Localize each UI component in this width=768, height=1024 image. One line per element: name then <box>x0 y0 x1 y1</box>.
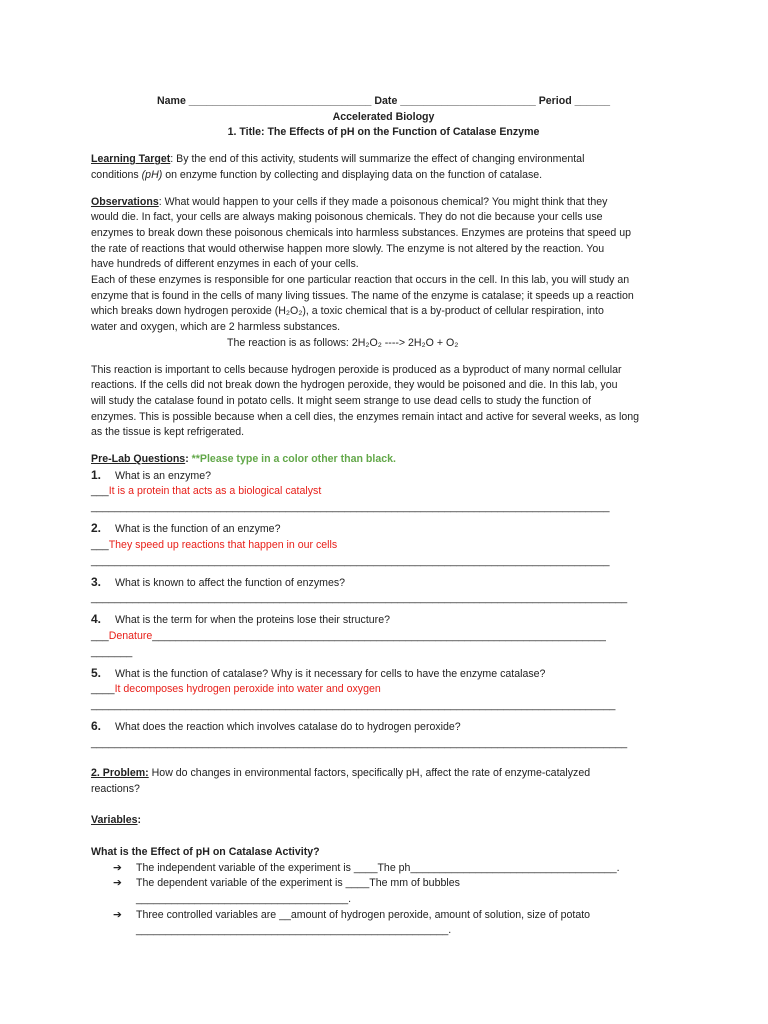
variable-item-independent <box>91 861 676 877</box>
learning-target-ph: (pH) <box>141 168 163 181</box>
problem-text-2: reactions? <box>91 782 140 795</box>
answer-blank-line[interactable]: ___________________________________________________________________________________________ <box>91 592 628 605</box>
arrow-icon: ➔ <box>113 861 122 874</box>
observations-line: the rate of reactions that would otherwise happen more slowly. The enzyme is not altered by the reaction. You <box>91 242 605 255</box>
answer-text: Denature <box>108 629 153 642</box>
question-number: 1. <box>91 467 102 482</box>
variable-item-dependent <box>91 876 676 892</box>
variable-item-text: The dependent variable of the experiment is ____The mm of bubbles <box>136 877 460 890</box>
observations-text: : What would happen to your cells if they made a poisonous chemical? You might think that they <box>158 195 608 208</box>
answer-field[interactable] <box>91 629 676 645</box>
question-3 <box>91 575 676 607</box>
variable-item-controlled <box>91 908 676 924</box>
answer-field[interactable] <box>91 682 676 698</box>
document-title: 1. Title: The Effects of pH on the Function of Catalase Enzyme <box>227 126 540 139</box>
answer-field[interactable] <box>91 538 676 554</box>
learning-target-text-2b: on enzyme function by collecting and displaying data on the function of catalase. <box>162 168 543 181</box>
observations-line: water and oxygen, which are 2 harmless substances. <box>91 321 341 334</box>
paragraph-line: enzymes. This is possible because when a cell dies, the enzymes remain intact and active for several weeks, as long <box>91 410 640 423</box>
learning-target-text-2a: conditions <box>91 168 142 181</box>
answer-blank-line[interactable]: ________________________________________________________________________________________ <box>91 501 610 514</box>
paragraph-line: This reaction is important to cells because hydrogen peroxide is produced as a byproduct of many normal cellular <box>91 363 622 376</box>
question-number: 5. <box>91 665 102 680</box>
answer-blank-line[interactable]: _______ <box>91 645 133 658</box>
prelab-section <box>91 452 676 751</box>
observations-line: which breaks down hydrogen peroxide (H₂O₂), a toxic chemical that is a by-product of cellular respiration, into <box>91 305 604 318</box>
question-number: 4. <box>91 612 102 627</box>
variables-subheading: What is the Effect of pH on Catalase Activity? <box>91 845 320 858</box>
observations-section <box>91 195 676 352</box>
answer-suffix: _____________________________________________________________________________ <box>152 629 606 642</box>
question-2 <box>91 521 676 568</box>
question-text: What is the function of an enzyme? <box>115 523 281 536</box>
question-text: What is the term for when the proteins lose their structure? <box>115 614 390 627</box>
paragraph-line: reactions. If the cells did not break down the hydrogen peroxide, they would be poisoned and die. In this lab, you <box>91 379 618 392</box>
answer-prefix: ___ <box>91 629 109 642</box>
catalase-paragraph <box>91 363 676 442</box>
variables-colon: : <box>137 814 142 827</box>
prelab-colon: : <box>185 453 192 466</box>
observations-label: Observations <box>91 195 159 208</box>
answer-prefix: ___ <box>91 485 109 498</box>
prelab-note: **Please type in a color other than black. <box>191 453 396 466</box>
observations-line: enzyme that is found in the cells of many living tissues. The name of the enzyme is catalase; it speeds up a reaction <box>91 289 634 302</box>
answer-blank-line[interactable]: ________________________________________________________________________________________ <box>91 554 610 567</box>
prelab-label: Pre-Lab Questions <box>91 453 186 466</box>
variable-item-text: The independent variable of the experiment is ____The ph___________________________________. <box>136 861 620 874</box>
arrow-icon: ➔ <box>113 908 122 921</box>
question-text: What is the function of catalase? Why is it necessary for cells to have the enzyme catalase? <box>115 667 546 680</box>
paragraph-line: as the tissue is kept refrigerated. <box>91 426 245 439</box>
variable-item-continuation[interactable]: ____________________________________. <box>136 893 352 906</box>
answer-blank-line[interactable]: _________________________________________________________________________________________ <box>91 699 616 712</box>
learning-target-section <box>91 152 676 183</box>
answer-blank-line[interactable]: ___________________________________________________________________________________________ <box>91 736 628 749</box>
question-6 <box>91 719 676 751</box>
learning-target-text: : By the end of this activity, students will summarize the effect of changing environmental <box>170 153 585 166</box>
arrow-icon: ➔ <box>113 877 122 890</box>
variables-section <box>91 813 676 939</box>
answer-prefix: ____ <box>91 683 115 696</box>
reaction-equation: The reaction is as follows: 2H₂O₂ ----> 2H₂O + O₂ <box>227 336 459 349</box>
question-5 <box>91 666 676 713</box>
problem-label: 2. Problem: <box>91 766 149 779</box>
answer-text: It is a protein that acts as a biological catalyst <box>108 485 322 498</box>
observations-line: Each of these enzymes is responsible for one particular reaction that occurs in the cell. In this lab, you will study an <box>91 274 630 287</box>
question-text: What is an enzyme? <box>115 469 211 482</box>
question-1 <box>91 468 676 515</box>
question-text: What does the reaction which involves catalase do to hydrogen peroxide? <box>115 721 461 734</box>
question-text: What is known to affect the function of enzymes? <box>115 576 346 589</box>
answer-field[interactable] <box>91 484 676 500</box>
question-number: 2. <box>91 521 102 536</box>
question-4 <box>91 612 676 659</box>
observations-line: enzymes to break down these poisonous chemicals into harmless substances. Enzymes are proteins that speed up <box>91 226 631 239</box>
name-date-period-line: Name _______________________________ Date _______________________ Period ______ <box>156 95 610 107</box>
variable-item-text: Three controlled variables are __amount of hydrogen peroxide, amount of solution, size of potato <box>136 908 591 921</box>
problem-section <box>91 766 676 797</box>
answer-text: They speed up reactions that happen in our cells <box>108 538 338 551</box>
question-number: 6. <box>91 719 102 734</box>
variables-label: Variables <box>91 814 138 827</box>
observations-line: would die. In fact, your cells are always making poisonous chemicals. They do not die because your cells use <box>91 211 603 224</box>
observations-line: have hundreds of different enzymes in each of your cells. <box>91 258 359 271</box>
question-number: 3. <box>91 574 102 589</box>
learning-target-label: Learning Target <box>91 153 171 166</box>
course-name: Accelerated Biology <box>332 110 435 123</box>
paragraph-line: will study the catalase found in potato cells. It might seem strange to use dead cells to study the function of <box>91 394 591 407</box>
answer-text: It decomposes hydrogen peroxide into water and oxygen <box>114 683 381 696</box>
variable-item-continuation[interactable]: _____________________________________________________. <box>136 924 452 937</box>
problem-text: How do changes in environmental factors, specifically pH, affect the rate of enzyme-catalyzed <box>148 766 591 779</box>
answer-prefix: ___ <box>91 538 109 551</box>
worksheet-page <box>91 94 676 939</box>
